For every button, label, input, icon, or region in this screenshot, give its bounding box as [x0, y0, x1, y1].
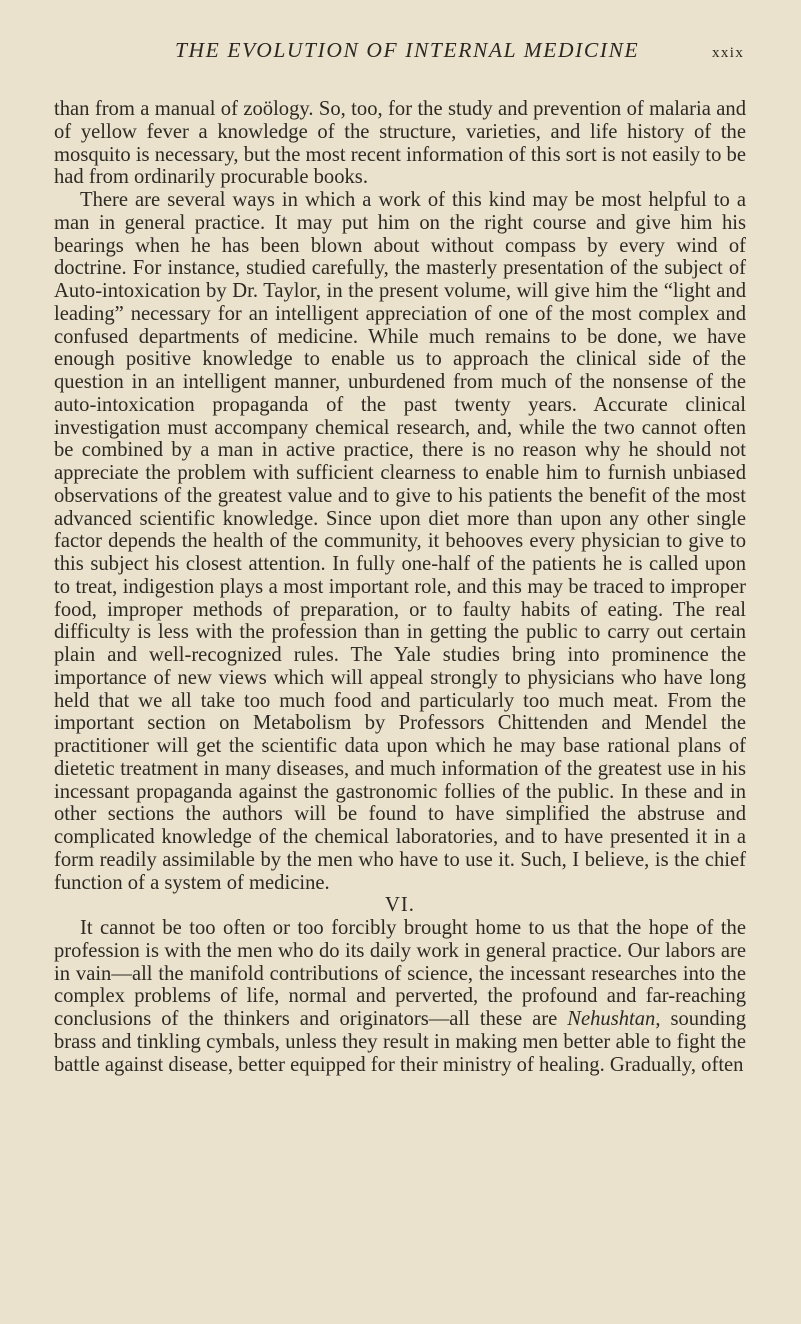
body-text: [54, 98, 746, 1076]
paragraph-text-start: It cannot be too often or too forcibly brought home to us that the hope of the profession is with the men who do its daily work in general practice. Our labors are in vain—all the manifold contributions of science, the incessant researches into the complex problems of life, normal and perverted, the profound and far-reaching conclusions of the thinkers and originators—all these are: [54, 917, 746, 1030]
running-title: THE EVOLUTION OF INTERNAL MEDICINE: [175, 38, 640, 62]
paragraph-text-end: , sounding brass and tinkling cymbals, unless they result in making men better able to fight the battle against disease, better equipped for their ministry of healing. Gradually, often: [54, 1008, 746, 1076]
italic-term: Nehushtan: [567, 1008, 656, 1030]
paragraph-ways-helpful: There are several ways in which a work of this kind may be most helpful to a man in general practice. It may put him on the right course and give him his bearings when he has been blown about without compass by every wind of doctrine. For instance, studied carefully, the masterly presentation of the subject of Auto-intoxication by Dr. Taylor, in the present volume, will give him the “light and leading” necessary for an intelligent appreciation of one of the most complex and confused departments of medicine. While much remains to be done, we have enough positive knowledge to enable us to approach the clinical side of the question in an intelligent manner, unburdened from much of the nonsense of the auto-intoxication propaganda of the past twenty years. Accurate clinical investigation must accompany chemical research, and, while the two cannot often be combined by a man in active practice, there is no reason why he should not appreciate the problem with sufficient clearness to enable him to furnish unbiased observations of the greatest value and to give to his patients the benefit of the most advanced scientific knowledge. Since upon diet more than upon any other single factor depends the health of the community, it behooves every physician to give to this subject his closest attention. In fully one-half of the patients he is called upon to treat, indigestion plays a most important role, and this may be traced to improper food, improper methods of preparation, or to faulty habits of eating. The real difficulty is less with the profession than in getting the public to carry out certain plain and well-recognized rules. The Yale studies bring into prominence the importance of new views which will appeal strongly to physicians who have long held that we all take too much food and particularly too much meat. From the important section on Metabolism by Professors Chittenden and Mendel the practitioner will get the scientific data upon which he may base rational plans of dietetic treatment in many diseases, and much information of the greatest use in his incessant propaganda against the gastronomic follies of the public. In these and in other sections the authors will be found to have simplified the abstruse and complicated knowledge of the chemical laboratories, and to have presented it in a form readily assimilable by the men who have to use it. Such, I believe, is the chief function of a system of medicine.: [54, 189, 746, 894]
page-number: xxix: [712, 45, 745, 61]
running-head: [0, 38, 801, 78]
section-heading: VI.: [385, 894, 415, 917]
paragraph-continued: than from a manual of zoölogy. So, too, for the study and prevention of malaria and of yellow fever a knowledge of the structure, varieties, and life history of the mosquito is necessary, but the most recent information of this sort is not easily to be had from ordinarily procurable books.: [54, 98, 746, 189]
paragraph-hope-of-profession: [54, 917, 746, 1076]
